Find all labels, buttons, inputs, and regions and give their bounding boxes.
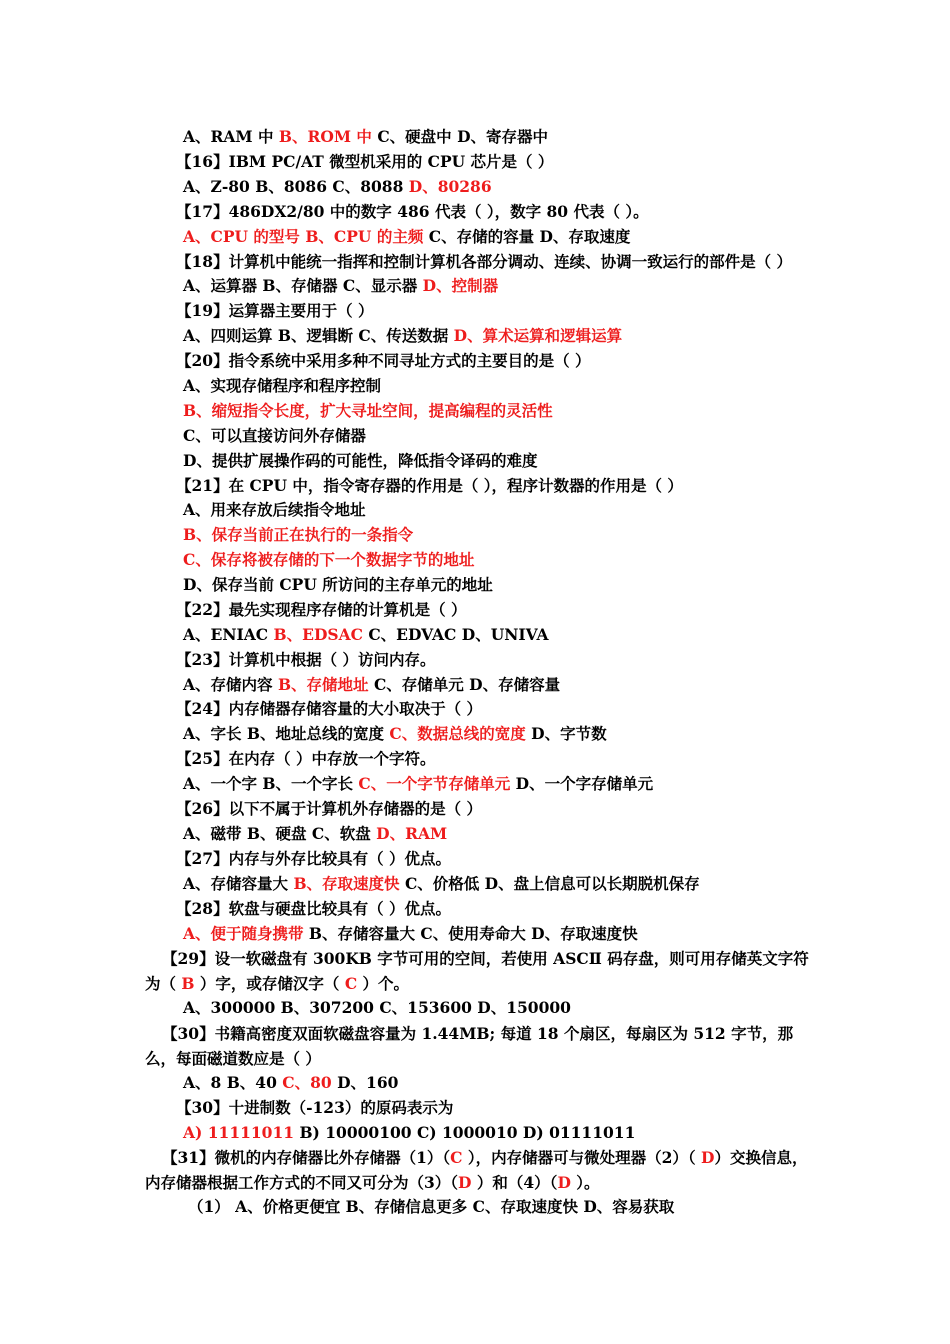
answer-text: D、控制器 — [422, 276, 499, 295]
text-line — [145, 1145, 810, 1195]
question-text: A、磁带 B、硬盘 C、软盘 — [183, 824, 377, 843]
text-line — [176, 1096, 453, 1120]
text-line — [176, 847, 451, 871]
text-line — [183, 822, 447, 846]
answer-text: C、一个字节存储单元 — [358, 774, 511, 793]
answer-text: A) 11111011 — [183, 1123, 295, 1142]
question-text: B、存储容量大 C、使用寿命大 D、存取速度快 — [303, 924, 638, 943]
question-text: 【31】微机的内存储器比外存储器（1）（ — [162, 1148, 451, 1167]
answer-text: B、EDSAC — [273, 625, 363, 644]
question-text: C、EDVAC D、UNIVA — [362, 625, 549, 644]
answer-text: C、保存将被存储的下一个数据字节的地址 — [183, 550, 475, 569]
text-line — [176, 697, 482, 721]
text-line — [183, 498, 366, 522]
answer-text: C、数据总线的宽度 — [389, 724, 526, 743]
question-text: ）交换信息，内存储器根据工作方式的不同又可分为（3）（ — [145, 1148, 808, 1192]
question-text: A、存储容量大 — [183, 874, 294, 893]
text-line — [176, 349, 590, 373]
question-text: D、字节数 — [525, 724, 607, 743]
question-text: 【27】内存与外存比较具有（ ）优点。 — [176, 849, 451, 868]
answer-text: B — [181, 974, 195, 993]
question-text: A、ENIAC — [183, 625, 274, 644]
question-text: 【25】在内存（ ）中存放一个字符。 — [176, 749, 436, 768]
text-line — [183, 449, 537, 473]
text-line — [183, 225, 630, 249]
answer-text: B、保存当前正在执行的一条指令 — [183, 525, 414, 544]
answer-text: C、80 — [282, 1073, 332, 1092]
question-text: B) 10000100 C) 1000010 D) 01111011 — [294, 1123, 636, 1142]
text-line — [176, 299, 373, 323]
question-text: 【22】最先实现程序存储的计算机是（ ） — [176, 600, 467, 619]
question-text: ）。 — [570, 1173, 600, 1192]
answer-text: B、ROM 中 — [278, 127, 372, 146]
answer-text: D、RAM — [376, 824, 448, 843]
question-text: ），内存储器可与微处理器（2）（ — [462, 1148, 702, 1167]
answer-text: D、80286 — [408, 177, 492, 196]
question-text: C、可以直接访问外存储器 — [183, 426, 366, 445]
answer-text: C — [450, 1148, 463, 1167]
question-text: 【16】IBM PC/AT 微型机采用的 CPU 芯片是（ ） — [176, 152, 554, 171]
question-text: D、160 — [331, 1073, 399, 1092]
question-text: A、存储内容 — [183, 675, 278, 694]
text-line — [183, 399, 553, 423]
question-text: 【21】在 CPU 中，指令寄存器的作用是（ ），程序计数器的作用是（ ） — [176, 476, 683, 495]
question-text: 【24】内存储器存储容量的大小取决于（ ） — [176, 699, 482, 718]
answer-text: D、算术运算和逻辑运算 — [453, 326, 623, 345]
text-line — [176, 797, 482, 821]
question-text: A、Z-80 B、8086 C、8088 — [183, 177, 409, 196]
text-line — [183, 1071, 398, 1095]
question-text: 【29】设一软磁盘有 300KB 字节可用的空间，若使用 ASCⅡ 码存盘，则可用存储英文字符为（ — [145, 949, 809, 993]
question-text: 【20】指令系统中采用多种不同寻址方式的主要目的是（ ） — [176, 351, 591, 370]
question-text: A、300000 B、307200 C、153600 D、150000 — [183, 998, 571, 1017]
question-text: A、8 B、40 — [183, 1073, 283, 1092]
question-text: ）个。 — [357, 974, 410, 993]
text-line — [183, 772, 653, 796]
text-line — [183, 673, 560, 697]
answer-text: B、存取速度快 — [293, 874, 400, 893]
question-text: ）和（4）（ — [471, 1173, 558, 1192]
question-text: 【19】运算器主要用于（ ） — [176, 301, 374, 320]
answer-text: B、存储地址 — [277, 675, 369, 694]
question-text: C、存储单元 D、存储容量 — [368, 675, 561, 694]
question-text: 【26】以下不属于计算机外存储器的是（ ） — [176, 799, 482, 818]
question-text: D、保存当前 CPU 所访问的主存单元的地址 — [183, 575, 493, 594]
text-line — [183, 424, 366, 448]
question-text: C、硬盘中 D、寄存器中 — [371, 127, 549, 146]
question-text: C、存储的容量 D、存取速度 — [423, 227, 631, 246]
question-text: A、运算器 B、存储器 C、显示器 — [183, 276, 423, 295]
answer-text: A、便于随身携带 — [183, 924, 304, 943]
question-text: 【17】486DX2/80 中的数字 486 代表（ ），数字 80 代表（ ）。 — [176, 202, 649, 221]
question-text: D、一个字存储单元 — [510, 774, 654, 793]
text-line — [145, 1021, 810, 1071]
question-text: 【28】软盘与硬盘比较具有（ ）优点。 — [176, 899, 451, 918]
question-text: A、用来存放后续指令地址 — [183, 500, 366, 519]
question-text: （1） A、价格更便宜 B、存储信息更多 C、存取速度快 D、容易获取 — [188, 1197, 675, 1216]
text-line — [183, 523, 413, 547]
text-line — [176, 897, 451, 921]
answer-text: D — [701, 1148, 715, 1167]
answer-text: B、缩短指令长度，扩大寻址空间，提高编程的灵活性 — [183, 401, 553, 420]
question-text: A、四则运算 B、逻辑断 C、传送数据 — [183, 326, 454, 345]
question-text: A、实现存储程序和程序控制 — [183, 376, 382, 395]
text-line — [183, 573, 493, 597]
text-line — [183, 922, 638, 946]
text-line — [176, 474, 683, 498]
text-line — [183, 175, 492, 199]
question-text: A、一个字 B、一个字长 — [183, 774, 359, 793]
question-text: 【30】十进制数（-123）的原码表示为 — [176, 1098, 454, 1117]
text-line — [176, 200, 649, 224]
answer-text: C — [344, 974, 358, 993]
text-line — [145, 946, 810, 996]
question-text: D、提供扩展操作码的可能性，降低指令译码的难度 — [183, 451, 538, 470]
text-line — [176, 598, 466, 622]
text-line — [183, 1121, 635, 1145]
text-line — [176, 648, 435, 672]
text-line — [176, 150, 553, 174]
text-line — [183, 722, 607, 746]
text-line — [176, 250, 792, 274]
question-text: 【18】计算机中能统一指挥和控制计算机各部分调动、连续、协调一致运行的部件是（ ） — [176, 252, 792, 271]
text-line — [183, 125, 548, 149]
text-line — [183, 872, 700, 896]
text-line — [188, 1195, 674, 1219]
text-line — [176, 747, 435, 771]
question-text: A、RAM 中 — [183, 127, 279, 146]
question-text: ）字，或存储汉字（ — [194, 974, 345, 993]
text-line — [183, 274, 498, 298]
answer-text: D — [557, 1173, 571, 1192]
answer-text: A、CPU 的型号 B、CPU 的主频 — [183, 227, 424, 246]
text-line — [183, 374, 381, 398]
question-text: A、字长 B、地址总线的宽度 — [183, 724, 390, 743]
text-line — [183, 548, 474, 572]
text-line — [183, 324, 622, 348]
question-text: 【30】书籍高密度双面软磁盘容量为 1.44MB; 每道 18 个扇区，每扇区为 512 字节，那么，每面磁道数应是（ ） — [145, 1024, 794, 1068]
text-line — [183, 996, 571, 1020]
question-text: C、价格低 D、盘上信息可以长期脱机保存 — [399, 874, 700, 893]
question-text: 【23】计算机中根据（ ）访问内存。 — [176, 650, 436, 669]
answer-text: D — [458, 1173, 472, 1192]
text-line — [183, 623, 548, 647]
